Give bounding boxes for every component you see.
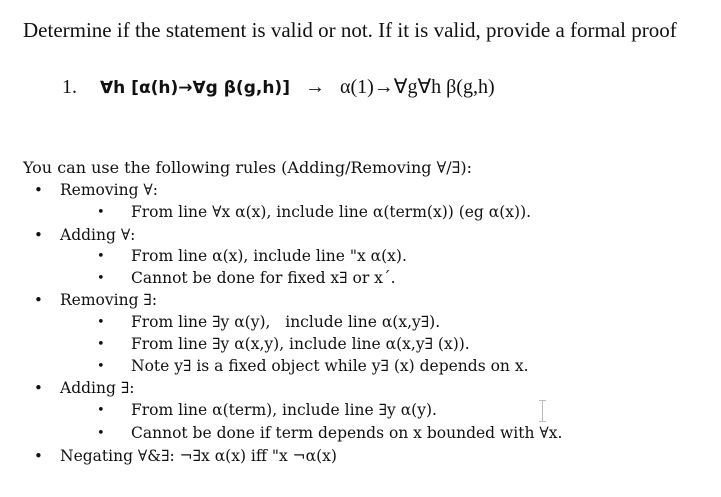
statement-rhs: α(1)→∀g∀h β(g,h) xyxy=(339,76,495,98)
sub-bullet: • xyxy=(97,249,105,264)
sub-bullet: • xyxy=(97,205,105,220)
sub-bullet: • xyxy=(97,403,105,418)
sub-bullet: • xyxy=(97,426,105,441)
rule-label-removing-exists: Removing ∃: xyxy=(60,291,158,309)
rule-item: From line ∃y α(x,y), include line α(x,y∃ (x)). xyxy=(131,335,470,353)
rule-label-adding-exists: Adding ∃: xyxy=(60,379,135,397)
rule-item: Note y∃ is a fixed object while y∃ (x) depends on x. xyxy=(131,357,529,375)
rule-item: From line ∃y α(y), include line α(x,y∃). xyxy=(131,313,441,331)
statement-lhs: ∀h [α(h)→∀g β(g,h)] xyxy=(100,78,290,98)
bullet: • xyxy=(34,447,43,465)
rule-item: Cannot be done if term depends on x bounded with ∀x. xyxy=(131,424,563,442)
rule-item: Cannot be done for fixed x∃ or x´. xyxy=(131,269,396,287)
statement-number: 1. xyxy=(62,76,77,98)
statement-arrow: → xyxy=(304,76,325,98)
rules-intro: You can use the following rules (Adding/Removing ∀/∃): xyxy=(23,158,472,177)
rule-label-adding-forall: Adding ∀: xyxy=(60,226,136,244)
rule-item: From line ∀x α(x), include line α(term(x)) (eg α(x)). xyxy=(131,203,532,221)
bullet: • xyxy=(34,226,43,244)
bullet: • xyxy=(34,379,43,397)
rule-item: From line α(x), include line "x α(x). xyxy=(131,247,407,265)
sub-bullet: • xyxy=(97,271,105,286)
text-cursor-icon xyxy=(542,400,549,422)
rule-item: From line α(term), include line ∃y α(y). xyxy=(131,401,437,419)
statement-line xyxy=(62,74,495,99)
bullet: • xyxy=(34,291,43,309)
sub-bullet: • xyxy=(97,315,105,330)
bullet: • xyxy=(34,181,43,199)
rule-label-removing-forall: Removing ∀: xyxy=(60,181,158,199)
problem-title: Determine if the statement is valid or not. If it is valid, provide a formal proof xyxy=(23,18,677,42)
sub-bullet: • xyxy=(97,337,105,352)
sub-bullet: • xyxy=(97,359,105,374)
rule-label-negating: Negating ∀&∃: ¬∃x α(x) iff "x ¬α(x) xyxy=(60,447,337,465)
